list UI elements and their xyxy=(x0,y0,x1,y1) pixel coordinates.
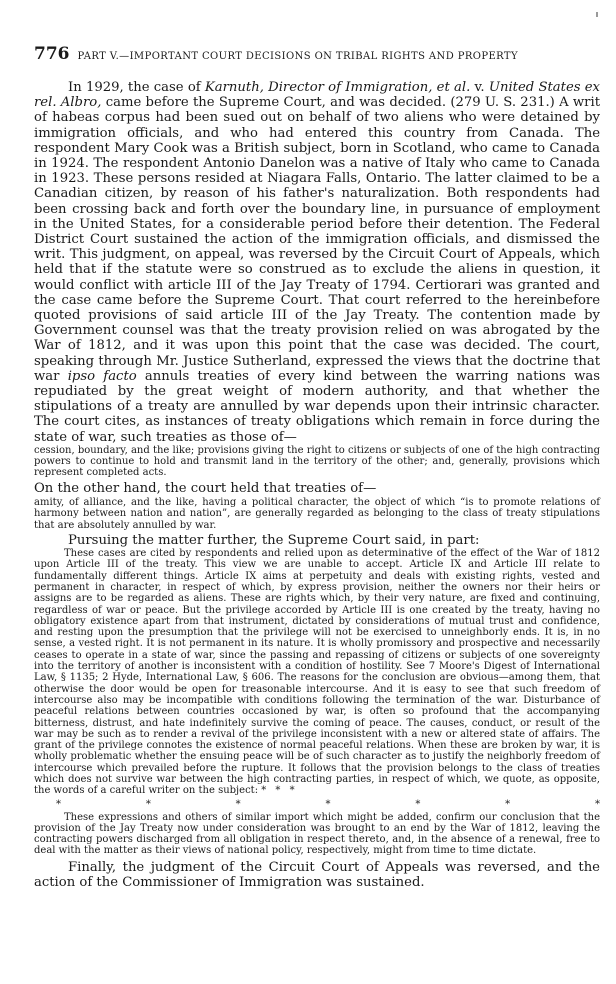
paragraph-finally: Finally, the judgment of the Circuit Court of Appeals was reversed, and the action of the Commissioner of Immigration was sustained. xyxy=(34,859,600,890)
paragraph-karnuth-case xyxy=(34,80,600,445)
omission-star: * xyxy=(594,798,600,810)
case-name-relator: United States ex rel. Albro, xyxy=(34,80,600,111)
omission-star: * xyxy=(56,798,61,810)
page-header xyxy=(34,44,600,64)
paragraph-text: In 1929, the case of xyxy=(68,80,205,95)
paragraph-text: annuls treaties of every kind between the warring nations was repudiated by the great weight of modern authority, and that whether the stipulations of a treaty are annulled by war depends upon their intrinsic character. The court cites, as instances of treaty obligations which remain in force during the state of war, such treaties as those of— xyxy=(34,368,600,445)
paragraph-pursuing: Pursuing the matter further, the Supreme Court said, in part: xyxy=(68,532,480,548)
block-quote-amity: amity, of alliance, and the like, having a political character, the object of which “is to promote relations of harmony between nation and nation”, are generally regarded as belonging to the class of treaty stipulations that are absolutely annulled by war. xyxy=(34,496,600,531)
omission-stars-row xyxy=(34,797,600,812)
omission-star: * xyxy=(145,798,151,810)
running-head: PART V.—IMPORTANT COURT DECISIONS ON TRIBAL RIGHTS AND PROPERTY xyxy=(77,51,519,62)
latin-term: ipso facto xyxy=(67,368,137,384)
omission-star: * xyxy=(325,798,331,810)
paragraph-text: came before the Supreme Court, and was decided. (279 U. S. 231.) A writ of habeas corpus had been sued out on behalf of two aliens who were detained by immigration officials, and who had entered this country from Canada. The respondent Mary Cook was a British subject, born in Scotland, who came to Canada in 1924. The respondent Antonio Danelon was a native of Italy who came to Canada in 1923. These persons resided at Niagara Falls, Ontario. The latter claimed to be a Canadian citizen, by reason of his father's naturalization. Both respondents had been crossing back and forth over the boundary line, in pursuance of employment in the United States, for a considerable period before their detention. The Federal District Court sustained the action of the immigration officials, and dismissed the writ. This judgment, on appeal, was reversed by the Circuit Court of Appeals, which held that if the statute were so construed as to exclude the aliens in question, it would conflict with article III of the Jay Treaty of 1794. Certiorari was granted and the case came before the Supreme Court. That court referred to the hereinbefore quoted provisions of said article III of the Jay Treaty. The contention made by Government counsel was that the treaty provision relied on was abrogated by the War of 1812, and it was upon this point that the case was decided. The court, speaking through Mr. Justice Sutherland, expressed the views that the doctrine that war xyxy=(34,95,600,384)
document-page xyxy=(34,44,600,890)
paragraph-other-hand: On the other hand, the court held that treaties of— xyxy=(34,480,377,496)
case-name: Karnuth, Director of Immigration, et al. xyxy=(204,80,471,95)
block-quote-cession: cession, boundary, and the like; provisions giving the right to citizens or subjects of one of the high contracting powers to continue to hold and transmit land in the territory of the other; and, generally, provisions which represent completed acts. xyxy=(34,444,600,479)
scan-mark xyxy=(596,12,598,17)
ellipsis-stars: * * * xyxy=(261,785,298,797)
quote-text: These cases are cited by respondents and relied upon as determinative of the effect of the War of 1812 upon Article III of the treaty. This view we are unable to accept. Article IX and Article III relate to fundamentally different things. Article IX aims at perpetuity and deals with existing rights, vested and permanent in character, in respect of which, by express provision, neither the owners nor their heirs or assigns are to be regarded as aliens. These are rights which, by their very nature, are fixed and continuing, regardless of war or peace. But the privilege accorded by Article III is one created by the treaty, having no obligatory existence apart from that instrument, dictated by considerations of mutual trust and confidence, and resting upon the presumption that the privilege will not be exercised to unneighborly ends. It is, in no sense, a vested right. It is not permanent in its nature. It is wholly promissory and prospective and necessarily ceases to operate in a state of war, since the passing and repassing of citizens or subjects of one sovereignty into the territory of another is inconsistent with a condition of hostility. See 7 Moore's Digest of International Law, § 1135; 2 Hyde, International Law, § 606. The reasons for the conclusion are obvious—among them, that otherwise the door would be open for treasonable intercourse. And it is easy to see that such freedom of intercourse also may be incompatible with conditions following the termination of the war. Disturbance of peaceful relations between countries occasioned by war, is often so profound that the accompanying bitterness, distrust, and hate indefinitely survive the coming of peace. The causes, conduct, or result of the war may be such as to render a revival of the privilege inconsistent with a new or altered state of affairs. The grant of the privilege connotes the existence of normal peaceful relations. When these are broken by war, it is wholly problematic whether the ensuing peace will be of such character as to justify the neighborly freedom of intercourse which prevailed before the rupture. It follows that the provision belongs to the class of treaties which does not survive war between the high contracting parties, in respect of which, we quote, as opposite, the words of a careful writer on the subject: xyxy=(34,548,600,797)
block-quote-supreme-court xyxy=(34,548,600,797)
omission-star: * xyxy=(235,798,241,810)
omission-star: * xyxy=(505,798,511,810)
block-quote-conclusion: These expressions and others of similar import which might be added, confirm our conclusion that the provision of the Jay Treaty now under consideration was brought to an end by the War of 1812, leaving the contracting powers discharged from all obligation in respect thereto, and, in the absence of a renewal, free to deal with the matter as their views of national policy, respectively, might from time to time dictate. xyxy=(34,811,600,857)
omission-star: * xyxy=(415,798,421,810)
page-number: 776 xyxy=(34,44,70,64)
paragraph-text: v. xyxy=(470,80,489,95)
